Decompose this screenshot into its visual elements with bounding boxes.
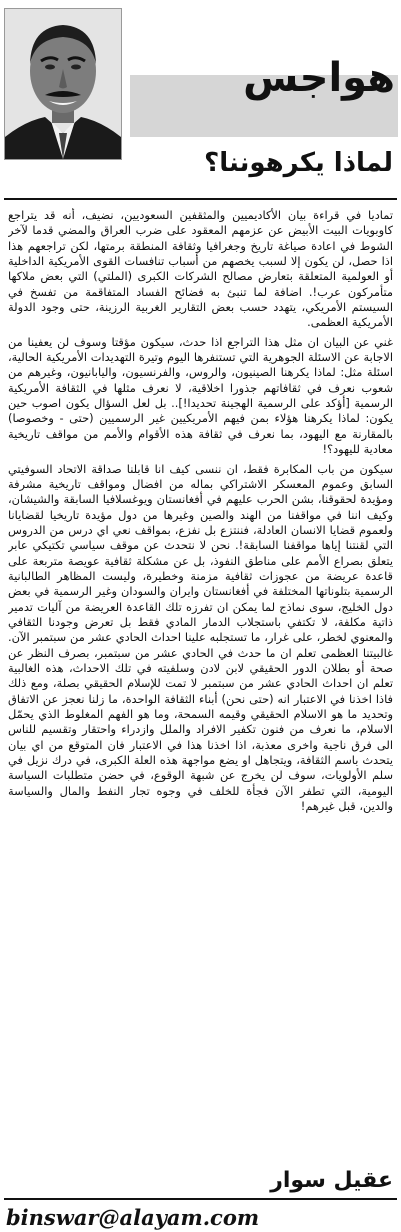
column-title: هواجس	[243, 55, 395, 101]
column-header	[0, 0, 401, 200]
author-portrait-icon	[4, 8, 122, 160]
article-paragraph: سيكون من باب المكابرة فقط، ان ننسى كيف انا قابلنا صداقة الاتحاد السوفيتي السابق وعموم المعسكر الاشتراكي بماله من افضال ومواقف تاريخية مشرفة ومؤيدة لحقوقنا، بشن الحرب عليهم في أفغانستان ويوغسلافيا السابقة والشيشان، وكيف اننا في مواقفنا من الهند والصين وغيرها من دول مؤيدة تاريخيا لقضايانا ولعموم قضايا الانسان العادلة، فننتزع بل نفزع، بمواقف نعي اي درس من الدروس التي لقنتنا إياها مواقفنا السابقة!. نحن لا نتحدث عن موقف سياسي تكتيكي عابر يتعلق بصراع الأمم على مناطق النفوذ، بل عن مشكلة ثقافية عويصة متربعة على قاعدة عريضة من عجوزات ثقافية مزمنة وخطيرة، وليست المظاهر الطالبانية الرسمية بتلوناتها المختلفة في أفغانستان وايران والسودان وغير الرسمية في بعض دول الخليج، سوى نماذج لما يمكن ان تفرزه تلك القاعدة العريضة من آليات تدمير ذاتية مكلفة، لا تكتفي باستجلاب الدمار المادي فقط بل تعرض وجودنا الثقافي والمعنوي لخطر، على غرار، ما تستجلبه علينا احداث الحادي عشر من سبتمبر الآن. غالبيتنا العظمى تعلم ان ما حدث في الحادي عشر من سبتمبر، بصرف النظر عن صحة أو بطلان الدور الحقيقي لابن لادن وسلفيته في تلك الاحداث، هذه الغالبية تعلم ان احداث الحادي عشر من سبتمبر لا تمت للإسلام الحقيقي بصلة، ومع ذلك فاذا اخذنا في الاعتبار انه (حتى نحن) أبناء الثقافة الواحدة، ما زلنا نعجز عن الاتفاق وتحديد ما هو الاسلام الحقيقي وقيمه السمحة، وما هو الفهم المغلوط الذي يحمّل الاسلام، ما نعرف من فنون تكفير الافراد والملل وازدراء واحتقار وتقسيم للناس الى فرق ناجية واخرى معذبة، اذا اخذنا هذا في الاعتبار فان المتوقع من اي بيان يتحدث باسم الثقافة، ويتجاهل او يضع مواجهة هذه العلة الكبرى، في درك نزيل في سلم الأولويات، سوف لن يخرج عن شبهة الوقوع، في حضن متطلبات السياسة اليومية، التي تطفر الآن فجأة للخلف في وجوه تجار النفط والمال والسياسة والدين، قبل غيرهم!	[8, 461, 393, 814]
article-body	[8, 208, 393, 1163]
author-email[interactable]: binswar@alayam.com	[6, 1205, 260, 1230]
author-signature: عقيل سوار	[270, 1168, 393, 1193]
header-divider	[4, 198, 397, 200]
footer-divider	[4, 1198, 397, 1200]
article-headline: لماذا يكرهوننا؟	[204, 148, 393, 178]
portrait-illustration	[5, 9, 121, 159]
article-paragraph: غني عن البيان ان مثل هذا التراجع اذا حدث، سيكون مؤقتا وسوف لن يعفينا من الاجابة عن الاسئلة الجوهرية التي تستنفرها اليوم وتيرة التهديدات الأمريكية الحالية، اسئلة مثل: لماذا يكرهنا الصينيون، والروس، والفرنسيون، واليابانيون، وغيرهم من شعوب نعرف في ثقافاتهم جذورا اخلاقية، لا نعرف مثلها في الثقافة الأمريكية الرسمية [أؤكد على الرسمية الهجينة تحديدا!].. بل لعل السؤال يكون اصوب حين يكون: لماذا يكرهنا هؤلاء بمن فيهم الأمريكيين غير الرسميين (حتى - وخصوصا) بالمقارنة مع اليهود، بما نعرف في ثقافة هذه الأقوام والأمم من مواقف تاريخية معادية لليهود؟!	[8, 334, 393, 457]
article-paragraph: تماديا في قراءة بيان الأكاديميين والمثقفين السعوديين، نضيف، أنه قد يتراجع كاوبويات البيت الأبيض عن عزمهم المعقود على ضرب العراق والمضي قدما لآخر الشوط في اعادة صياغة تاريخ وجغرافيا وثقافة المنطقة برمتها، لكن تراجعهم هذا اذا حصل، لن يكون إلا لسبب يخصهم من أسباب تنافسات القوى الأمريكية الداخلية أو العولمية المتعلقة بتعارض مصالح الشركات الكبرى (الملتي) التي بعض ملاكها متأمركون عرب!. اضافة لما تنبئ به فضائح الفساد المتفاقمة من تفسخ في السيستم الأمريكي، يتهدد حسب بعض التقارير الغربية الرزينة، حتى وجود الدولة الأمريكية العظمى.	[8, 208, 393, 330]
